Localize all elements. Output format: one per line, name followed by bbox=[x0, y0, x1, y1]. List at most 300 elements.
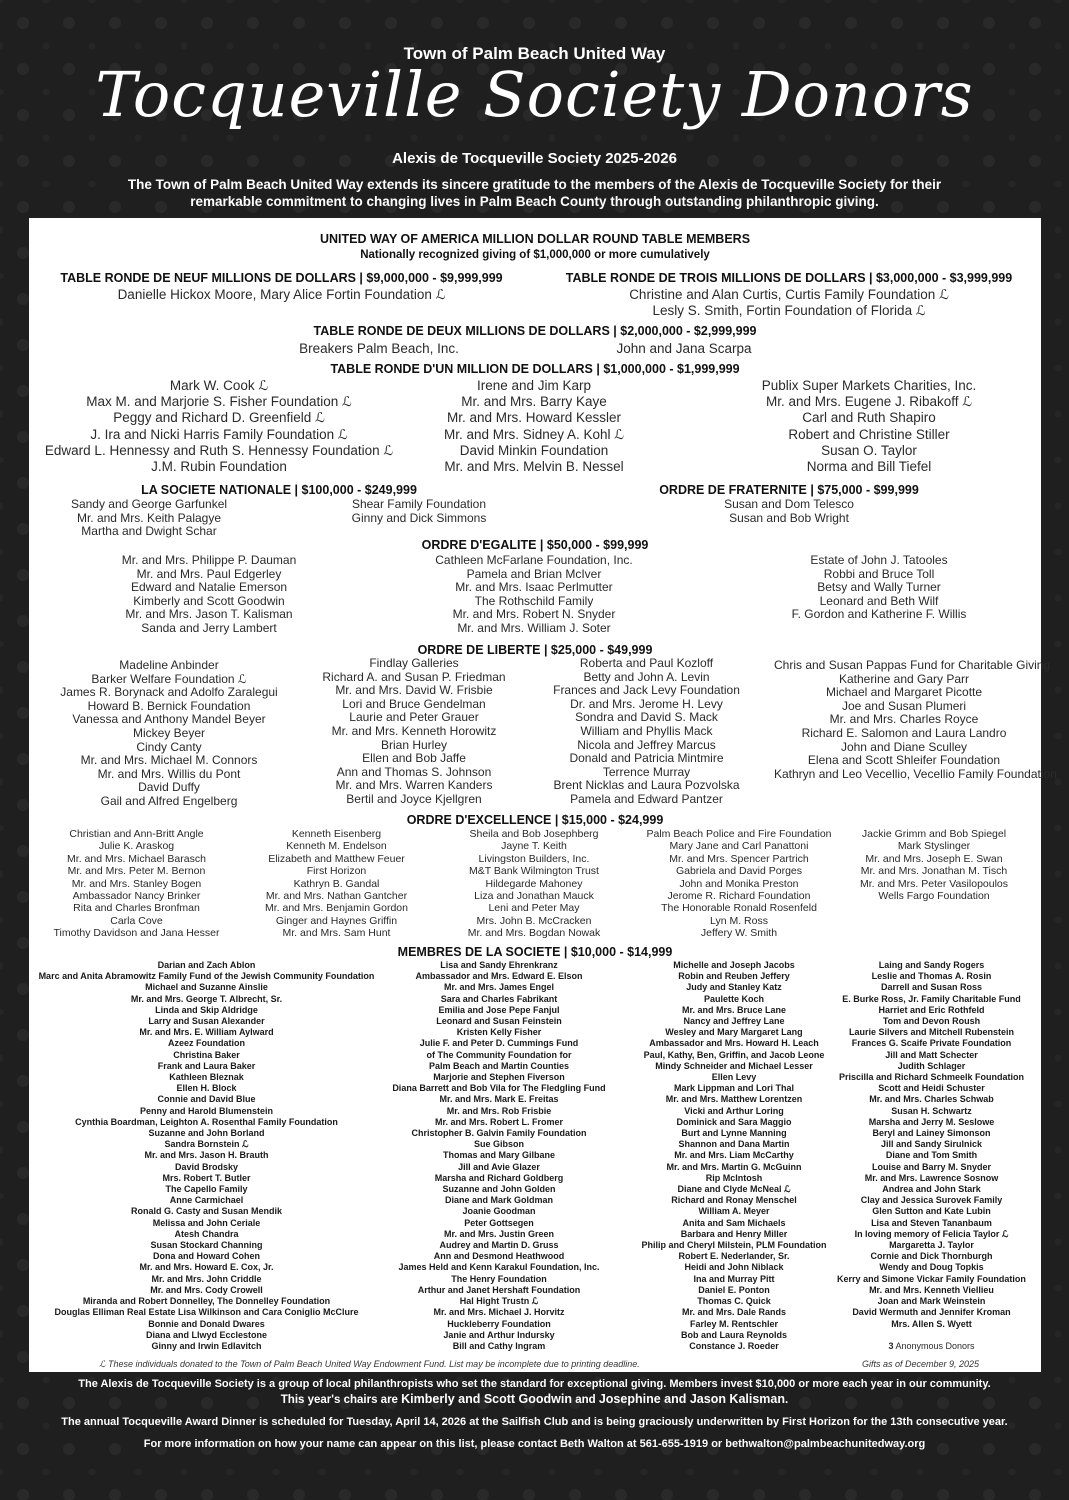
fraternite-heading: ORDRE DE FRATERNITE | $75,000 - $99,999 bbox=[659, 483, 919, 497]
donor-name: Rip McIntosh bbox=[705, 1172, 763, 1183]
donor-name: Ginger and Haynes Griffin bbox=[275, 914, 398, 927]
donor-name: Darrell and Susan Ross bbox=[880, 982, 983, 993]
donor-name: Nicola and Jeffrey Marcus bbox=[577, 737, 716, 752]
tier-1m-heading: TABLE RONDE D'UN MILLION DE DOLLARS | $1,000,000 - $1,999,999 bbox=[330, 362, 740, 376]
donor-name: Marc and Anita Abramowitz Family Fund of the Jewish Community Foundation bbox=[38, 971, 375, 982]
donor-name: Hal Hight Trustn ℒ bbox=[459, 1296, 539, 1307]
donor-name: Mr. and Mrs. Matthew Lorentzen bbox=[665, 1094, 803, 1105]
excellence-heading: ORDRE D'EXCELLENCE | $15,000 - $24,999 bbox=[406, 813, 664, 827]
donor-name: Sara and Charles Fabrikant bbox=[440, 993, 558, 1004]
donor-name: Bertil and Joyce Kjellgren bbox=[346, 791, 482, 806]
donor-name: Diane and Tom Smith bbox=[885, 1150, 978, 1161]
egalite-col2 bbox=[404, 554, 664, 636]
donor-name: Ann and Thomas S. Johnson bbox=[336, 764, 492, 779]
donor-name: Mr. and Mrs. Dale Rands bbox=[681, 1307, 787, 1318]
donor-name: The Rothschild Family bbox=[474, 593, 594, 608]
donor-name: Mr. and Mrs. Michael M. Connors bbox=[80, 753, 258, 768]
donor-name: Publix Super Markets Charities, Inc. bbox=[761, 378, 977, 393]
donor-name: Mr. and Mrs. Philippe P. Dauman bbox=[121, 553, 297, 567]
donor-name: Priscilla and Richard Schmeelk Foundation bbox=[838, 1072, 1025, 1083]
donor-name: Barbara and Henry Miller bbox=[680, 1228, 788, 1239]
donor-name: J.M. Rubin Foundation bbox=[151, 459, 287, 475]
donor-name: Barker Welfare Foundation ℒ bbox=[91, 671, 247, 686]
donor-name: Mr. and Mrs. Howard Kessler bbox=[446, 410, 622, 426]
donor-name: Gabriela and David Porges bbox=[675, 865, 803, 878]
donor-name: Christopher B. Galvin Family Foundation bbox=[411, 1128, 587, 1139]
donor-name: Livingston Builders, Inc. bbox=[478, 852, 590, 865]
donor-name: Susan and Bob Wright bbox=[729, 510, 849, 525]
donor-name: Susan O. Taylor bbox=[821, 442, 917, 458]
donor-name: Richard E. Salomon and Laura Landro bbox=[801, 725, 1007, 740]
donor-name: Jackie Grimm and Bob Spiegel bbox=[861, 828, 1007, 840]
mdrt-subheading: Nationally recognized giving of $1,000,000 or more cumulatively bbox=[360, 249, 710, 261]
donor-name: Mr. and Mrs. Benjamin Gordon bbox=[265, 902, 408, 915]
donor-name: Sue Gibson bbox=[473, 1139, 524, 1150]
donor-name: James Held and Kenn Karakul Foundation, Inc. bbox=[398, 1262, 600, 1273]
donor-name: Laurie and Peter Grauer bbox=[349, 710, 479, 725]
membres-col2 bbox=[369, 960, 629, 1352]
donor-name: David Minkin Foundation bbox=[459, 442, 609, 458]
header bbox=[0, 0, 1069, 216]
donor-name: Joan and Mark Weinstein bbox=[877, 1296, 986, 1307]
donor-name: Robert and Christine Stiller bbox=[788, 426, 950, 442]
donor-name: Katherine and Gary Parr bbox=[838, 671, 970, 686]
donor-name: Mr. and Mrs. Bruce Lane bbox=[681, 1004, 787, 1015]
donor-name: Ellen H. Block bbox=[176, 1083, 237, 1094]
donor-name: Mr. and Mrs. Peter M. Bernon bbox=[67, 865, 206, 878]
donor-name: Bonnie and Donald Dwares bbox=[148, 1318, 265, 1329]
donor-name: Ann and Desmond Heathwood bbox=[433, 1251, 565, 1262]
donor-name: Heidi and John Niblack bbox=[684, 1262, 784, 1273]
donor-name: Mr. and Mrs. Spencer Partrich bbox=[669, 852, 809, 865]
nationale-col1 bbox=[49, 498, 249, 539]
donor-name: Mr. and Mrs. Sam Hunt bbox=[282, 927, 391, 940]
donor-name: Mr. and Mrs. Peter Vasilopoulos bbox=[859, 877, 1009, 890]
donor-name: Linda and Skip Aldridge bbox=[155, 1004, 258, 1015]
donor-name: Ina and Murray Pitt bbox=[693, 1273, 775, 1284]
donor-name: Timothy Davidson and Jana Hesser bbox=[53, 927, 220, 940]
donor-name: Mr. and Mrs. Melvin B. Nessel bbox=[444, 459, 624, 475]
donor-name: Michael and Suzanne Ainslie bbox=[145, 982, 268, 993]
donor-name: Farley M. Rentschler bbox=[689, 1318, 779, 1329]
donor-name: Shear Family Foundation bbox=[351, 497, 487, 511]
membres-heading: MEMBRES DE LA SOCIETE | $10,000 - $14,999 bbox=[397, 945, 673, 959]
donor-name: Mr. and Mrs. Eugene J. Ribakoff ℒ bbox=[765, 394, 973, 410]
donor-name: Thomas C. Quick bbox=[697, 1296, 771, 1307]
donor-name: The Henry Foundation bbox=[451, 1273, 547, 1284]
donor-name: Ambassador Nancy Brinker bbox=[72, 890, 201, 903]
tier-9m-list bbox=[44, 287, 519, 303]
fraternite-list bbox=[619, 498, 959, 525]
donor-name: Michelle and Joseph Jacobs bbox=[673, 960, 795, 970]
tier-9m-heading: TABLE RONDE DE NEUF MILLIONS DE DOLLARS | $9,000,000 - $9,999,999 bbox=[60, 271, 503, 285]
donor-name: Mr. and Mrs. Kenneth Horowitz bbox=[331, 723, 497, 738]
donor-name: In loving memory of Felicia Taylor ℒ bbox=[854, 1228, 1009, 1239]
donor-name: Mr. and Mrs. Barry Kaye bbox=[461, 394, 607, 410]
donor-name: J. Ira and Nicki Harris Family Foundation ℒ bbox=[90, 426, 348, 442]
donor-name: Diana Barrett and Bob Vila for The Fledgling Fund bbox=[392, 1083, 606, 1094]
donor-name: Joe and Susan Plumeri bbox=[841, 698, 967, 713]
donor-name: Carla Cove bbox=[110, 914, 163, 927]
donor-name: Mr. and Mrs. Warren Kanders bbox=[335, 778, 493, 793]
donor-name: Mr. and Mrs. Isaac Perlmutter bbox=[455, 580, 613, 595]
donor-name: Judy and Stanley Katz bbox=[686, 982, 782, 993]
donor-name: Cornie and Dick Thornburgh bbox=[870, 1251, 993, 1262]
donor-name: Leonard and Susan Feinstein bbox=[436, 1016, 562, 1027]
tier-1m-col3 bbox=[719, 378, 1019, 475]
donor-name: Liza and Jonathan Mauck bbox=[474, 890, 594, 903]
donor-name: Mark Styslinger bbox=[897, 840, 971, 853]
membres-col1 bbox=[34, 960, 379, 1352]
donor-name: Glen Sutton and Kate Lubin bbox=[872, 1206, 991, 1217]
donor-name: Edward L. Hennessy and Ruth S. Hennessy Foundation ℒ bbox=[44, 442, 394, 458]
donor-name: Miranda and Robert Donnelley, The Donnelley Foundation bbox=[82, 1296, 331, 1307]
donor-name: Mr. and Mrs. John Criddle bbox=[151, 1273, 262, 1284]
donor-name: Michael and Margaret Picotte bbox=[825, 685, 983, 700]
donor-name: Susan Stockard Channing bbox=[150, 1240, 263, 1251]
donor-name: Jill and Avie Glazer bbox=[458, 1161, 540, 1172]
footer-contact: For more information on how your name can appear on this list, please contact Beth Walton at 561-655-1919 or bethwalton@palmbeachunitedway.org bbox=[143, 1438, 926, 1450]
anonymous-donors: 3 Anonymous Donors bbox=[888, 1341, 975, 1351]
donor-name: Suzanne and John Golden bbox=[442, 1184, 556, 1195]
donor-name: Mr. and Mrs. E. William Aylward bbox=[139, 1027, 274, 1038]
donor-name: Mr. and Mrs. Willis du Pont bbox=[97, 766, 241, 781]
donor-name: John and Jana Scarpa bbox=[616, 341, 752, 356]
excellence-col1 bbox=[39, 828, 234, 940]
donor-name: Paulette Koch bbox=[703, 993, 764, 1004]
liberte-col4 bbox=[774, 658, 1057, 781]
excellence-col5 bbox=[844, 828, 1024, 902]
donor-name: Pamela and Brian McIver bbox=[466, 566, 602, 581]
donor-name: Madeline Anbinder bbox=[119, 658, 219, 672]
donor-name: Irene and Jim Karp bbox=[476, 378, 592, 393]
liberte-heading: ORDRE DE LIBERTE | $25,000 - $49,999 bbox=[417, 643, 653, 657]
donor-name: Hildegarde Mahoney bbox=[485, 877, 583, 890]
donor-name: Jill and Matt Schecter bbox=[885, 1049, 978, 1060]
donor-name: Bill and Cathy Ingram bbox=[452, 1340, 546, 1351]
donor-name: Ginny and Dick Simmons bbox=[351, 510, 487, 525]
donor-name: Douglas Elliman Real Estate Lisa Wilkinson and Cara Coniglio McClure bbox=[54, 1307, 359, 1318]
donor-name: Bob and Laura Reynolds bbox=[680, 1329, 787, 1340]
donor-name: Constance J. Roeder bbox=[689, 1340, 779, 1351]
donor-name: Mr. and Mrs. Charles Royce bbox=[829, 712, 979, 727]
donor-name: Findlay Galleries bbox=[369, 656, 459, 670]
donor-name: Ellen Levy bbox=[711, 1072, 757, 1083]
donor-name: Mr. and Mrs. Paul Edgerley bbox=[136, 566, 282, 581]
donor-name: Mr. and Mrs. Keith Palagye bbox=[76, 510, 222, 525]
donor-panel bbox=[29, 218, 1057, 1372]
subtitle: Alexis de Tocqueville Society 2025-2026 bbox=[392, 150, 677, 167]
donor-name: John and Monika Preston bbox=[679, 877, 799, 890]
donor-name: Lisa and Sandy Ehrenkranz bbox=[440, 960, 558, 970]
donor-name: Peter Gottsegen bbox=[464, 1217, 534, 1228]
donor-name: Margaretta J. Taylor bbox=[889, 1240, 974, 1251]
donor-name: Tom and Devon Roush bbox=[882, 1016, 981, 1027]
donor-name: William and Phyllis Mack bbox=[580, 723, 713, 738]
donor-name: Andrea and John Stark bbox=[882, 1184, 981, 1195]
donor-name: Mr. and Mrs. Jason T. Kalisman bbox=[125, 607, 293, 622]
donor-name: Diane and Mark Goldman bbox=[444, 1195, 554, 1206]
donor-name: Wendy and Doug Topkis bbox=[879, 1262, 984, 1273]
liberte-col2 bbox=[299, 657, 529, 807]
donor-name: Estate of John J. Tatooles bbox=[810, 553, 948, 567]
donor-name: Mr. and Mrs. Joseph E. Swan bbox=[865, 852, 1003, 865]
donor-name: Mr. and Mrs. Justin Green bbox=[443, 1228, 555, 1239]
donor-name: Susan and Dom Telesco bbox=[724, 497, 854, 511]
donor-name: Norma and Bill Tiefel bbox=[806, 459, 932, 475]
donor-name: Mr. and Mrs. Sidney A. Kohl ℒ bbox=[443, 426, 625, 442]
donor-name: Leslie and Thomas A. Rosin bbox=[871, 971, 992, 982]
donor-name: Burt and Lynne Manning bbox=[681, 1128, 787, 1139]
donor-name: Daniel E. Ponton bbox=[698, 1284, 770, 1295]
donor-name: Martha and Dwight Schar bbox=[81, 524, 217, 539]
donor-name: Mr. and Mrs. Jonathan M. Tisch bbox=[860, 865, 1008, 878]
donor-name: Leni and Peter May bbox=[488, 902, 580, 915]
donor-name: Mr. and Mrs. Howard E. Cox, Jr. bbox=[139, 1262, 274, 1273]
donor-name: Ambassador and Mrs. Edward E. Elson bbox=[415, 971, 583, 982]
donor-name: Ronald G. Casty and Susan Mendik bbox=[130, 1206, 283, 1217]
donor-name: Thomas and Mary Gilbane bbox=[442, 1150, 556, 1161]
donor-name: Donald and Patricia Mintmire bbox=[569, 751, 724, 766]
tier-2m-heading: TABLE RONDE DE DEUX MILLIONS DE DOLLARS | $2,000,000 - $2,999,999 bbox=[313, 324, 757, 338]
donor-name: Jerome R. Richard Foundation bbox=[667, 890, 811, 903]
tier-2m-col1 bbox=[279, 341, 479, 357]
donor-name: Mr. and Mrs. Bogdan Nowak bbox=[467, 927, 601, 940]
donor-name: Mr. and Mrs. Liam McCarthy bbox=[674, 1150, 794, 1161]
donor-name: Clay and Jessica Surovek Family bbox=[860, 1195, 1003, 1206]
donor-name: Sheila and Bob Josephberg bbox=[469, 828, 599, 840]
donor-name: Kathryn B. Gandal bbox=[293, 877, 380, 890]
donor-name: E. Burke Ross, Jr. Family Charitable Fund bbox=[842, 993, 1021, 1004]
donor-name: Sanda and Jerry Lambert bbox=[141, 620, 277, 635]
donor-name: First Horizon bbox=[306, 865, 367, 878]
donor-name: The Capello Family bbox=[165, 1184, 248, 1195]
donor-name: Suzanne and John Borland bbox=[148, 1128, 265, 1139]
donor-name: Max M. and Marjorie S. Fisher Foundation ℒ bbox=[86, 394, 352, 410]
donor-name: Darian and Zach Ablon bbox=[157, 960, 256, 970]
donor-name: Robbi and Bruce Toll bbox=[823, 566, 935, 581]
donor-name: Mr. and Mrs. Martin G. McGuinn bbox=[666, 1161, 802, 1172]
donor-name: Harriet and Eric Rothfeld bbox=[878, 1004, 985, 1015]
donor-name: Terrence Murray bbox=[602, 764, 691, 779]
donor-name: Diane and Clyde McNeal ℒ bbox=[677, 1184, 791, 1195]
donor-name: Leonard and Beth Wilf bbox=[819, 593, 939, 608]
donor-name: Robert E. Nederlander, Sr. bbox=[678, 1251, 790, 1262]
donor-name: Mr. and Mrs. Stanley Bogen bbox=[71, 877, 202, 890]
donor-name: Cindy Canty bbox=[136, 739, 202, 754]
donor-name: Jeffery W. Smith bbox=[700, 927, 778, 940]
donor-name: Mr. and Mrs. William J. Soter bbox=[457, 620, 611, 635]
donor-name: Mr. and Mrs. Michael Barasch bbox=[67, 852, 206, 865]
donor-name: Betty and John A. Levin bbox=[583, 669, 710, 684]
donor-name: Mindy Schneider and Michael Lesser bbox=[655, 1060, 813, 1071]
donor-name: Sandra Bornstein ℒ bbox=[164, 1139, 249, 1150]
liberte-col3 bbox=[529, 657, 764, 807]
donor-name: Robin and Reuben Jeffery bbox=[678, 971, 790, 982]
nationale-heading: LA SOCIETE NATIONALE | $100,000 - $249,999 bbox=[141, 483, 417, 497]
donor-name: Atesh Chandra bbox=[174, 1228, 239, 1239]
donor-name: Louise and Barry M. Snyder bbox=[871, 1161, 992, 1172]
donor-name: Frances and Jack Levy Foundation bbox=[553, 683, 740, 698]
donor-name: Cynthia Boardman, Leighton A. Rosenthal Family Foundation bbox=[75, 1116, 338, 1127]
donor-name: Mrs. Robert T. Butler bbox=[162, 1172, 251, 1183]
donor-name: Mary Jane and Carl Panattoni bbox=[669, 840, 809, 853]
donor-name: Elena and Scott Shleifer Foundation bbox=[807, 753, 1001, 768]
donor-name: Mr. and Mrs. Michael J. Horvitz bbox=[433, 1307, 565, 1318]
donor-name: Mr. and Mrs. Mark E. Freitas bbox=[439, 1094, 559, 1105]
donor-name: Lyn M. Ross bbox=[710, 914, 768, 927]
donor-name: Mr. and Mrs. Cody Crowell bbox=[150, 1284, 263, 1295]
tier-2m-col2 bbox=[584, 341, 784, 357]
donor-name: Kenneth M. Endelson bbox=[286, 840, 387, 853]
egalite-heading: ORDRE D'EGALITE | $50,000 - $99,999 bbox=[421, 538, 649, 552]
donor-name: Kerry and Simone Vickar Family Foundation bbox=[837, 1273, 1026, 1284]
donor-name: Mr. and Mrs. Lawrence Sosnow bbox=[864, 1172, 999, 1183]
donor-name: Scott and Heidi Schuster bbox=[878, 1083, 985, 1094]
donor-name: M&T Bank Wilmington Trust bbox=[469, 865, 599, 878]
donor-name: Mrs. Allen S. Wyett bbox=[891, 1318, 972, 1329]
donor-name: Emilia and Jose Pepe Fanjul bbox=[438, 1004, 560, 1015]
donor-name: James R. Borynack and Adolfo Zaralegui bbox=[60, 685, 278, 700]
donor-name: Breakers Palm Beach, Inc. bbox=[299, 341, 459, 356]
donor-name: Mr. and Mrs. Charles Schwab bbox=[869, 1094, 994, 1105]
donor-name: Mr. and Mrs. Robert L. Fromer bbox=[434, 1116, 564, 1127]
donor-name: Melissa and John Ceriale bbox=[152, 1217, 261, 1228]
donor-name: Howard B. Bernick Foundation bbox=[87, 698, 251, 713]
donor-name: Joanie Goodman bbox=[462, 1206, 536, 1217]
donor-name: Elizabeth and Matthew Feuer bbox=[268, 852, 405, 865]
donor-name: Vicki and Arthur Loring bbox=[684, 1105, 784, 1116]
donor-name: Gail and Alfred Engelberg bbox=[100, 793, 238, 808]
excellence-col2 bbox=[244, 828, 429, 940]
tier-3m-list bbox=[544, 287, 1034, 319]
donor-name: Kristen Kelly Fisher bbox=[456, 1027, 542, 1038]
donor-name: Anita and Sam Michaels bbox=[682, 1217, 786, 1228]
donor-name: Mickey Beyer bbox=[132, 725, 206, 740]
donor-name: Janie and Arthur Indursky bbox=[443, 1329, 555, 1340]
donor-name: Kimberly and Scott Goodwin bbox=[133, 593, 285, 608]
gifts-as-of: Gifts as of December 9, 2025 bbox=[862, 1359, 980, 1369]
liberte-col1 bbox=[44, 659, 294, 809]
donor-name: Nancy and Jeffrey Lane bbox=[683, 1016, 785, 1027]
donor-name: Dominick and Sara Maggio bbox=[676, 1116, 792, 1127]
donor-name: Mr. and Mrs. Rob Frisbie bbox=[446, 1105, 552, 1116]
footer-about: The Alexis de Tocqueville Society is a group of local philanthropists who set the standard for exceptional giving. Members invest $10,000 or more each year in our community. bbox=[78, 1378, 991, 1390]
donor-name: Ellen and Bob Jaffe bbox=[362, 751, 466, 766]
donor-name: Sandy and George Garfunkel bbox=[70, 497, 228, 511]
donor-name: Cathleen McFarlane Foundation, Inc. bbox=[435, 553, 633, 567]
nationale-col2 bbox=[319, 498, 519, 525]
donor-name: Mr. and Mrs. Robert N. Snyder bbox=[452, 607, 616, 622]
tier-3m-heading: TABLE RONDE DE TROIS MILLIONS DE DOLLARS | $3,000,000 - $3,999,999 bbox=[565, 271, 1013, 285]
donor-name: Dona and Howard Cohen bbox=[152, 1251, 260, 1262]
donor-name: Diana and Llwyd Ecclestone bbox=[145, 1329, 268, 1340]
donor-name: Larry and Susan Alexander bbox=[148, 1016, 265, 1027]
donor-name: Frank and Laura Baker bbox=[157, 1060, 256, 1071]
donor-name: Philip and Cheryl Milstein, PLM Foundation bbox=[641, 1240, 827, 1251]
donor-name: William A. Meyer bbox=[698, 1206, 770, 1217]
donor-name: Lisa and Steven Tananbaum bbox=[871, 1217, 992, 1228]
donor-name: Ginny and Irwin Edlavitch bbox=[151, 1340, 262, 1351]
donor-name: Mark Lippman and Lori Thal bbox=[673, 1083, 794, 1094]
excellence-col4 bbox=[629, 828, 849, 940]
tier-1m-col2 bbox=[404, 378, 664, 475]
donor-name: Julie F. and Peter D. Cummings Fund bbox=[419, 1038, 579, 1049]
donor-name: Shannon and Dana Martin bbox=[678, 1139, 790, 1150]
donor-name: Christian and Ann-Britt Angle bbox=[69, 828, 204, 840]
donor-name: Peggy and Richard D. Greenfield ℒ bbox=[113, 410, 325, 426]
donor-name: Christine and Alan Curtis, Curtis Family Foundation ℒ bbox=[629, 287, 949, 302]
donor-name: Laing and Sandy Rogers bbox=[878, 960, 985, 970]
excellence-col3 bbox=[434, 828, 634, 940]
donor-name: Laurie Silvers and Mitchell Rubenstein bbox=[848, 1027, 1015, 1038]
donor-name: Mrs. John B. McCracken bbox=[476, 914, 592, 927]
donor-name: Connie and David Blue bbox=[157, 1094, 256, 1105]
donor-name: Beryl and Lainey Simonson bbox=[872, 1128, 991, 1139]
egalite-col3 bbox=[749, 554, 1009, 622]
donor-name: David Duffy bbox=[138, 780, 200, 795]
donor-name: Huckleberry Foundation bbox=[447, 1318, 551, 1329]
donor-name: Mr. and Mrs. George T. Albrecht, Sr. bbox=[130, 993, 283, 1004]
donor-name: Edward and Natalie Emerson bbox=[130, 580, 288, 595]
donor-name: Palm Beach Police and Fire Foundation bbox=[646, 828, 832, 840]
donor-name: Kenneth Eisenberg bbox=[291, 828, 382, 840]
donor-name: Jayne T. Keith bbox=[501, 840, 567, 853]
donor-name: Betsy and Wally Turner bbox=[817, 580, 941, 595]
donor-name: Roberta and Paul Kozloff bbox=[579, 656, 714, 670]
donor-name: Kathryn and Leo Vecellio, Vecellio Family Foundation bbox=[774, 766, 1057, 781]
donor-name: Lori and Bruce Gendelman bbox=[342, 696, 486, 711]
donor-name: Jill and Sandy Sirulnick bbox=[880, 1139, 983, 1150]
endowment-note: ℒ These individuals donated to the Town of Palm Beach United Way Endowment Fund. List may be incomplete due to printing deadline. bbox=[99, 1359, 640, 1369]
donor-name: Wells Fargo Foundation bbox=[878, 890, 990, 903]
donor-name: Susan H. Schwartz bbox=[891, 1105, 972, 1116]
donor-name: Arthur and Janet Hershaft Foundation bbox=[417, 1284, 581, 1295]
membres-col3 bbox=[619, 960, 849, 1352]
donor-name: Dr. and Mrs. Jerome H. Levy bbox=[570, 696, 723, 711]
donor-name: Vanessa and Anthony Mandel Beyer bbox=[72, 712, 266, 727]
intro-text: The Town of Palm Beach United Way extends its sincere gratitude to the members of the Alexis de Tocqueville Society for their remarkable commitment to changing lives in Palm Beach County through outstanding philanthropic giving. bbox=[127, 177, 942, 209]
donor-name: David Wermuth and Jennifer Kroman bbox=[852, 1307, 1011, 1318]
donor-name: Judith Schlager bbox=[897, 1060, 966, 1071]
egalite-col1 bbox=[79, 554, 339, 636]
donor-name: Mr. and Mrs. James Engel bbox=[443, 982, 555, 993]
donor-name: Danielle Hickox Moore, Mary Alice Fortin Foundation ℒ bbox=[117, 287, 446, 302]
membres-col4 bbox=[829, 960, 1034, 1330]
donor-name: Palm Beach and Martin Counties bbox=[428, 1060, 570, 1071]
donor-name: Carl and Ruth Shapiro bbox=[802, 410, 936, 426]
page-title: Tocqueville Society Donors bbox=[95, 58, 974, 131]
donor-name: The Honorable Ronald Rosenfeld bbox=[661, 902, 817, 915]
donor-name: Mr. and Mrs. Kenneth Viellieu bbox=[869, 1284, 994, 1295]
donor-name: of The Community Foundation for bbox=[426, 1049, 572, 1060]
donor-name: Christina Baker bbox=[173, 1049, 240, 1060]
donor-name: Mr. and Mrs. Nathan Gantcher bbox=[265, 890, 408, 903]
donor-name: Richard A. and Susan P. Friedman bbox=[322, 669, 506, 684]
donor-name: Brian Hurley bbox=[380, 737, 448, 752]
donor-name: Anne Carmichael bbox=[169, 1195, 244, 1206]
donor-name: Azeez Foundation bbox=[168, 1038, 245, 1049]
donor-name: Penny and Harold Blumenstein bbox=[139, 1105, 274, 1116]
donor-name: Lesly S. Smith, Fortin Foundation of Florida ℒ bbox=[652, 303, 926, 319]
mdrt-heading: UNITED WAY OF AMERICA MILLION DOLLAR ROUND TABLE MEMBERS bbox=[319, 232, 751, 246]
donor-name: Mr. and Mrs. Jason H. Brauth bbox=[144, 1150, 269, 1161]
donor-name: Julie K. Araskog bbox=[98, 840, 175, 853]
donor-name: Brent Nicklas and Laura Pozvolska bbox=[553, 778, 740, 793]
donor-name: Sondra and David S. Mack bbox=[575, 710, 718, 725]
donor-name: Ambassador and Mrs. Howard H. Leach bbox=[649, 1038, 819, 1049]
footer-chairs: This year's chairs are Kimberly and Scott Goodwin and Josephine and Jason Kalisman. bbox=[280, 1392, 789, 1406]
